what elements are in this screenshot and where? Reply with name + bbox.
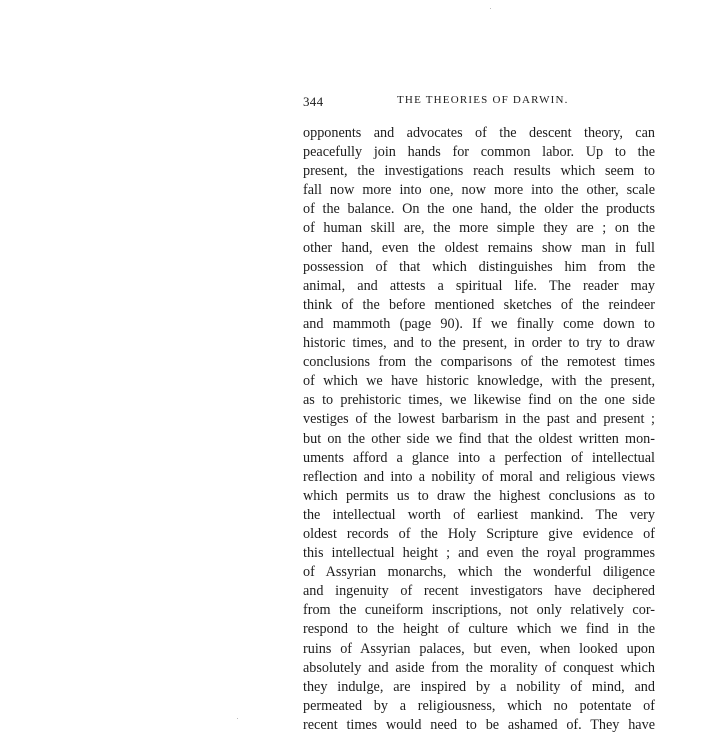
text-line: of which we have historic knowledge, with the present, (303, 373, 655, 390)
text-line: this intellectual height ; and even the royal programmes (303, 545, 655, 562)
text-line: of the balance. On the one hand, the older the products (303, 201, 655, 218)
running-head: THE THEORIES OF DARWIN. (397, 94, 569, 106)
text-line: from the cuneiform inscriptions, not only relatively cor- (303, 602, 655, 619)
text-line: peacefully join hands for common labor. Up to the (303, 144, 655, 161)
text-line: recent times would need to be ashamed of. They have (303, 716, 655, 733)
text-line: and ingenuity of recent investigators have deciphered (303, 583, 655, 600)
scan-speck (490, 8, 491, 9)
text-line: animal, and attests a spiritual life. The reader may (303, 277, 655, 294)
text-line: uments afford a glance into a perfection of intellectual (303, 449, 655, 466)
text-line: opponents and advocates of the descent theory, can (303, 125, 655, 141)
scan-speck (237, 718, 238, 719)
text-line: but on the other side we find that the oldest written mon- (303, 430, 655, 447)
text-line: of Assyrian monarchs, which the wonderful diligence (303, 564, 655, 581)
body-text (303, 124, 655, 735)
text-line: and mammoth (page 90). If we finally come down to (303, 315, 655, 332)
text-line: possession of that which distinguishes him from the (303, 258, 655, 275)
text-line: historic times, and to the present, in order to try to draw (303, 335, 655, 352)
text-line: present, the investigations reach results which seem to (303, 163, 655, 180)
text-line: they indulge, are inspired by a nobility of mind, and (303, 678, 655, 695)
text-line: reflection and into a nobility of moral and religious views (303, 468, 655, 485)
text-line: vestiges of the lowest barbarism in the past and present ; (303, 411, 655, 428)
text-line: think of the before mentioned sketches of the reindeer (303, 296, 655, 313)
text-line: oldest records of the Holy Scripture give evidence of (303, 525, 655, 542)
text-line: permeated by a religiousness, which no potentate of (303, 697, 655, 714)
text-line: conclusions from the comparisons of the remotest times (303, 354, 655, 371)
text-line: which permits us to draw the highest conclusions as to (303, 487, 655, 504)
page-header (303, 94, 655, 110)
page-number: 344 (303, 94, 324, 109)
text-line: absolutely and aside from the morality of conquest which (303, 659, 655, 676)
text-line: of human skill are, the more simple they are ; on the (303, 220, 655, 237)
text-line: respond to the height of culture which we find in the (303, 621, 655, 638)
text-line: as to prehistoric times, we likewise find on the one side (303, 392, 655, 409)
text-line: other hand, even the oldest remains show man in full (303, 239, 655, 256)
text-line: ruins of Assyrian palaces, but even, when looked upon (303, 640, 655, 657)
text-line: the intellectual worth of earliest mankind. The very (303, 506, 655, 523)
text-line: fall now more into one, now more into the other, scale (303, 182, 655, 199)
